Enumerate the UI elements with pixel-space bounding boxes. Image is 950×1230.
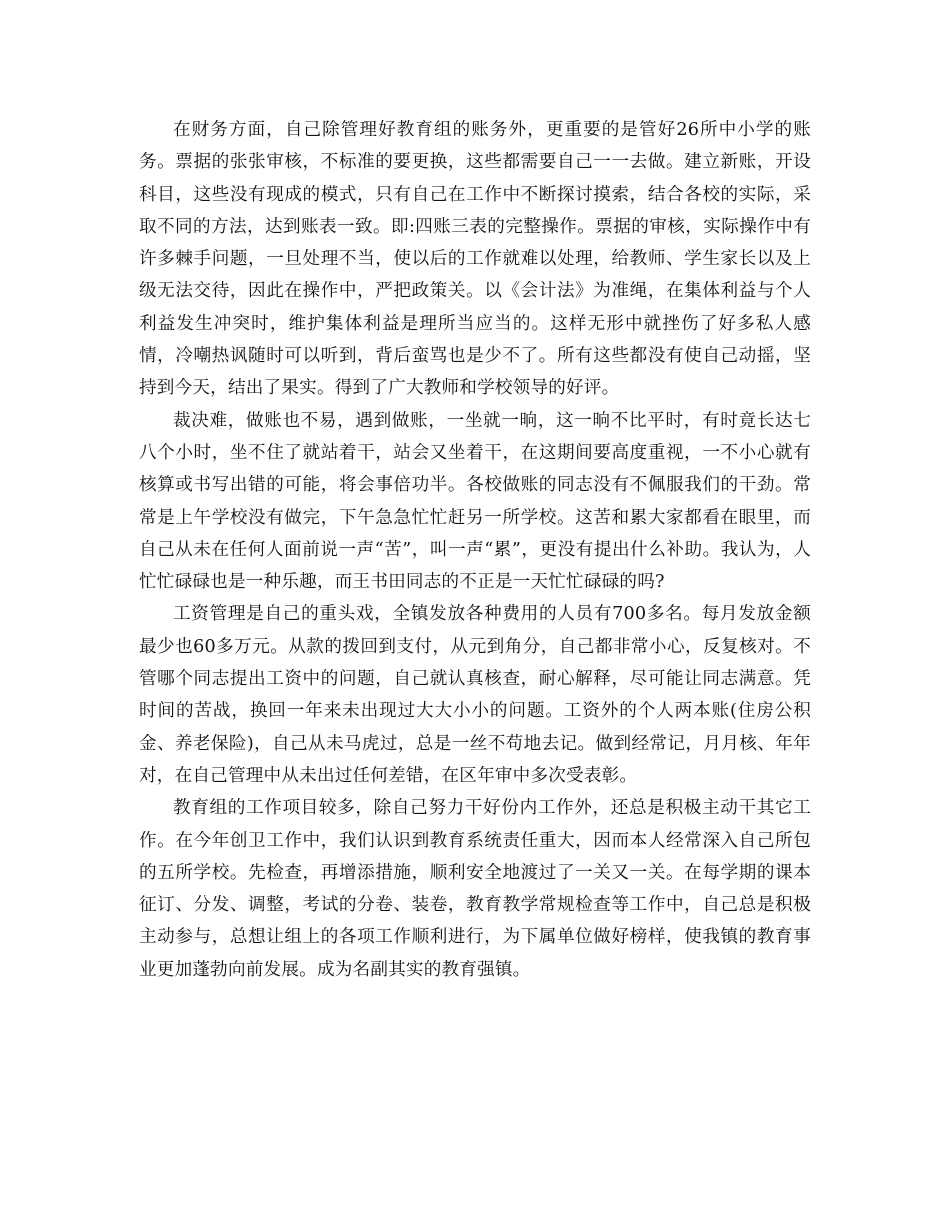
paragraph-bookkeeping: 裁决难，做账也不易，遇到做账，一坐就一晌，这一晌不比平时，有时竟长达七八个小时，坐不住了就站着干，站会又坐着干，在这期间要高度重视，一不小心就有核算或书写出错的可能，将会事倍功半。各校做账的同志没有不佩服我们的干劲。常常是上午学校没有做完，下午急急忙忙赶另一所学校。这苦和累大家都看在眼里，而自己从未在任何人面前说一声“苦”，叫一声“累”，更没有提出什么补助。我认为，人忙忙碌碌也是一种乐趣，而王书田同志的不正是一天忙忙碌碌的吗? [139,410,811,593]
paragraph-payroll: 工资管理是自己的重头戏，全镇发放各种费用的人员有700多名。每月发放金额最少也60多万元。从款的拨回到支付，从元到角分，自己都非常小心，反复核对。不管哪个同志提出工资中的问题，自己就认真核查，耐心解释，尽可能让同志满意。凭时间的苦战，换回一年来未出现过大大小小的问题。工资外的个人两本账(住房公积金、养老保险)，自己从未马虎过，总是一丝不苟地去记。做到经常记，月月核、年年对，在自己管理中从未出过任何差错，在区年审中多次受表彰。 [139,604,811,786]
paragraph-other-work: 教育组的工作项目较多，除自己努力干好份内工作外，还总是积极主动干其它工作。在今年创卫工作中，我们认识到教育系统责任重大，因而本人经常深入自己所包的五所学校。先检查，再增添措施，顺利安全地渡过了一关又一关。在每学期的课本征订、分发、调整，考试的分卷、装卷，教育教学常规检查等工作中，自己总是积极主动参与，总想让组上的各项工作顺利进行，为下属单位做好榜样，使我镇的教育事业更加蓬勃向前发展。成为名副其实的教育强镇。 [139,798,811,980]
paragraph-finance: 在财务方面，自己除管理好教育组的账务外，更重要的是管好26所中小学的账务。票据的张张审核，不标准的要更换，这些都需要自己一一去做。建立新账，开设科目，这些没有现成的模式，只有自己在工作中不断探讨摸索，结合各校的实际，采取不同的方法，达到账表一致。即:四账三表的完整操作。票据的审核，实际操作中有许多棘手问题，一旦处理不当，使以后的工作就难以处理，给教师、学生家长以及上级无法交待，因此在操作中，严把政策关。以《会计法》为准绳，在集体利益与个人利益发生冲突时，维护集体利益是理所当应当的。这样无形中就挫伤了好多私人感情，冷嘲热讽随时可以听到，背后蛮骂也是少不了。所有这些都没有使自己动摇，坚持到今天，结出了果实。得到了广大教师和学校领导的好评。 [139,120,811,399]
document-body [139,114,811,986]
